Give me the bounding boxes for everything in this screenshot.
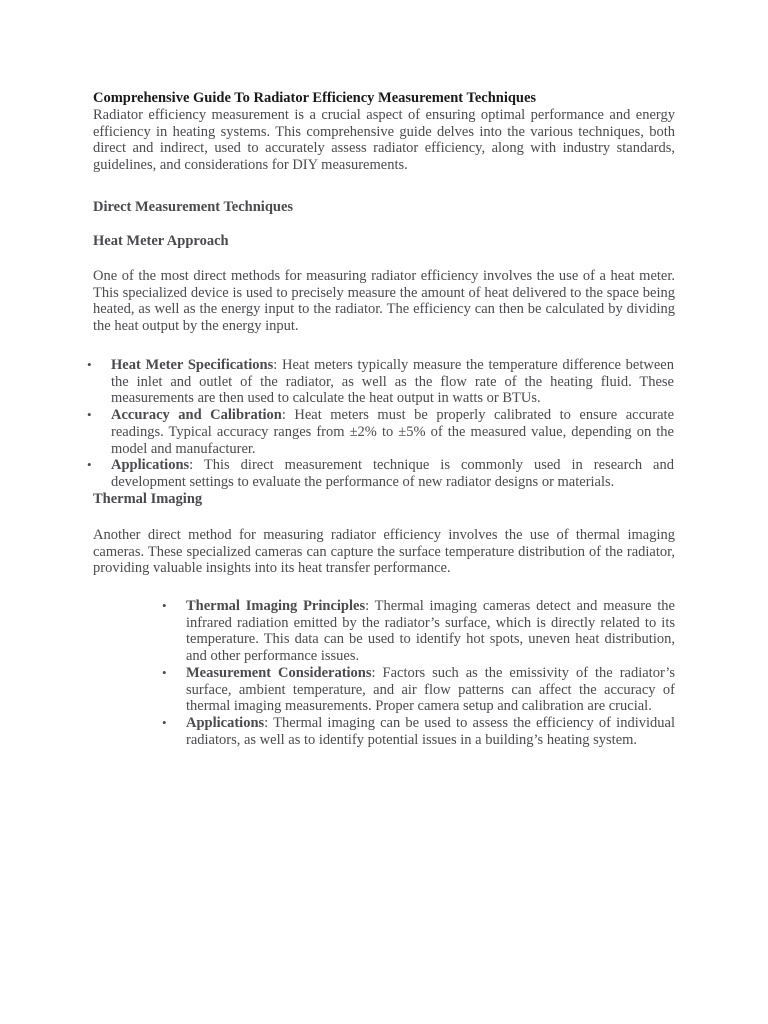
bullet-term: Accuracy and Calibration bbox=[111, 407, 282, 424]
bullet-icon: • bbox=[87, 407, 92, 423]
list-item bbox=[162, 714, 675, 748]
subheading-heat-meter: Heat Meter Approach bbox=[93, 233, 229, 249]
list-item bbox=[87, 357, 674, 407]
section-heading-direct-measurement: Direct Measurement Techniques bbox=[93, 199, 294, 215]
bullet-text: : This direct measurement technique is commonly used in research and development settings to evaluate the performance of new radiator designs or materials. bbox=[111, 457, 674, 490]
bullet-text: : Thermal imaging can be used to assess the efficiency of individual radiators, as well as to identify potential issues in a building’s heating system. bbox=[186, 714, 675, 748]
heat-meter-paragraph: One of the most direct methods for measuring radiator efficiency involves the use of a heat meter. This specialized device is used to precisely measure the amount of heat delivered to the space being heated, as well as the energy input to the radiator. The efficiency can then be calculated by dividing the heat output by the energy input. bbox=[93, 268, 675, 335]
heat-meter-bullet-list bbox=[87, 357, 675, 491]
list-item bbox=[162, 664, 675, 715]
bullet-icon: • bbox=[162, 714, 167, 730]
intro-paragraph: Radiator efficiency measurement is a crucial aspect of ensuring optimal performance and energy efficiency in heating systems. This comprehensive guide delves into the various techniques, both direct and indirect, used to accurately assess radiator efficiency, along with industry standards, guidelines, and considerations for DIY measurements. bbox=[93, 107, 675, 174]
thermal-imaging-paragraph: Another direct method for measuring radiator efficiency involves the use of thermal imaging cameras. These specialized cameras can capture the surface temperature distribution of the radiator, providing valuable insights into its heat transfer performance. bbox=[93, 527, 675, 577]
bullet-text: : Heat meters must be properly calibrated to ensure accurate readings. Typical accuracy ranges from ±2% to ±5% of the measured value, depending on the model and manufacturer. bbox=[111, 407, 675, 457]
bullet-term: Applications bbox=[111, 457, 190, 474]
document-title: Comprehensive Guide To Radiator Efficiency Measurement Techniques bbox=[93, 90, 537, 106]
list-item bbox=[87, 457, 674, 490]
bullet-icon: • bbox=[87, 457, 92, 473]
bullet-text: : Heat meters typically measure the temperature difference between the inlet and outlet of the radiator, as well as the flow rate of the heating fluid. These measurements are then used to calculate the heat output in watts or BTUs. bbox=[111, 357, 674, 407]
bullet-icon: • bbox=[162, 664, 167, 680]
list-item bbox=[162, 598, 675, 665]
bullet-term: Heat Meter Specifications bbox=[111, 357, 274, 373]
bullet-text: : Factors such as the emissivity of the radiator’s surface, ambient temperature, and air flow patterns can affect the accuracy of thermal imaging measurements. Proper camera setup and calibration are crucial. bbox=[186, 664, 675, 715]
list-item bbox=[87, 407, 675, 457]
thermal-imaging-bullet-list bbox=[162, 598, 675, 748]
bullet-icon: • bbox=[87, 357, 92, 372]
bullet-term: Thermal Imaging Principles bbox=[186, 598, 366, 614]
bullet-term: Applications bbox=[186, 714, 265, 731]
bullet-icon: • bbox=[162, 598, 167, 613]
subheading-thermal-imaging: Thermal Imaging bbox=[93, 491, 203, 507]
bullet-text: : Thermal imaging cameras detect and measure the infrared radiation emitted by the radiator’s surface, which is directly related to its temperature. This data can be used to identify hot spots, uneven heat distribution, and other performance issues. bbox=[186, 598, 675, 665]
bullet-term: Measurement Considerations bbox=[186, 664, 372, 681]
